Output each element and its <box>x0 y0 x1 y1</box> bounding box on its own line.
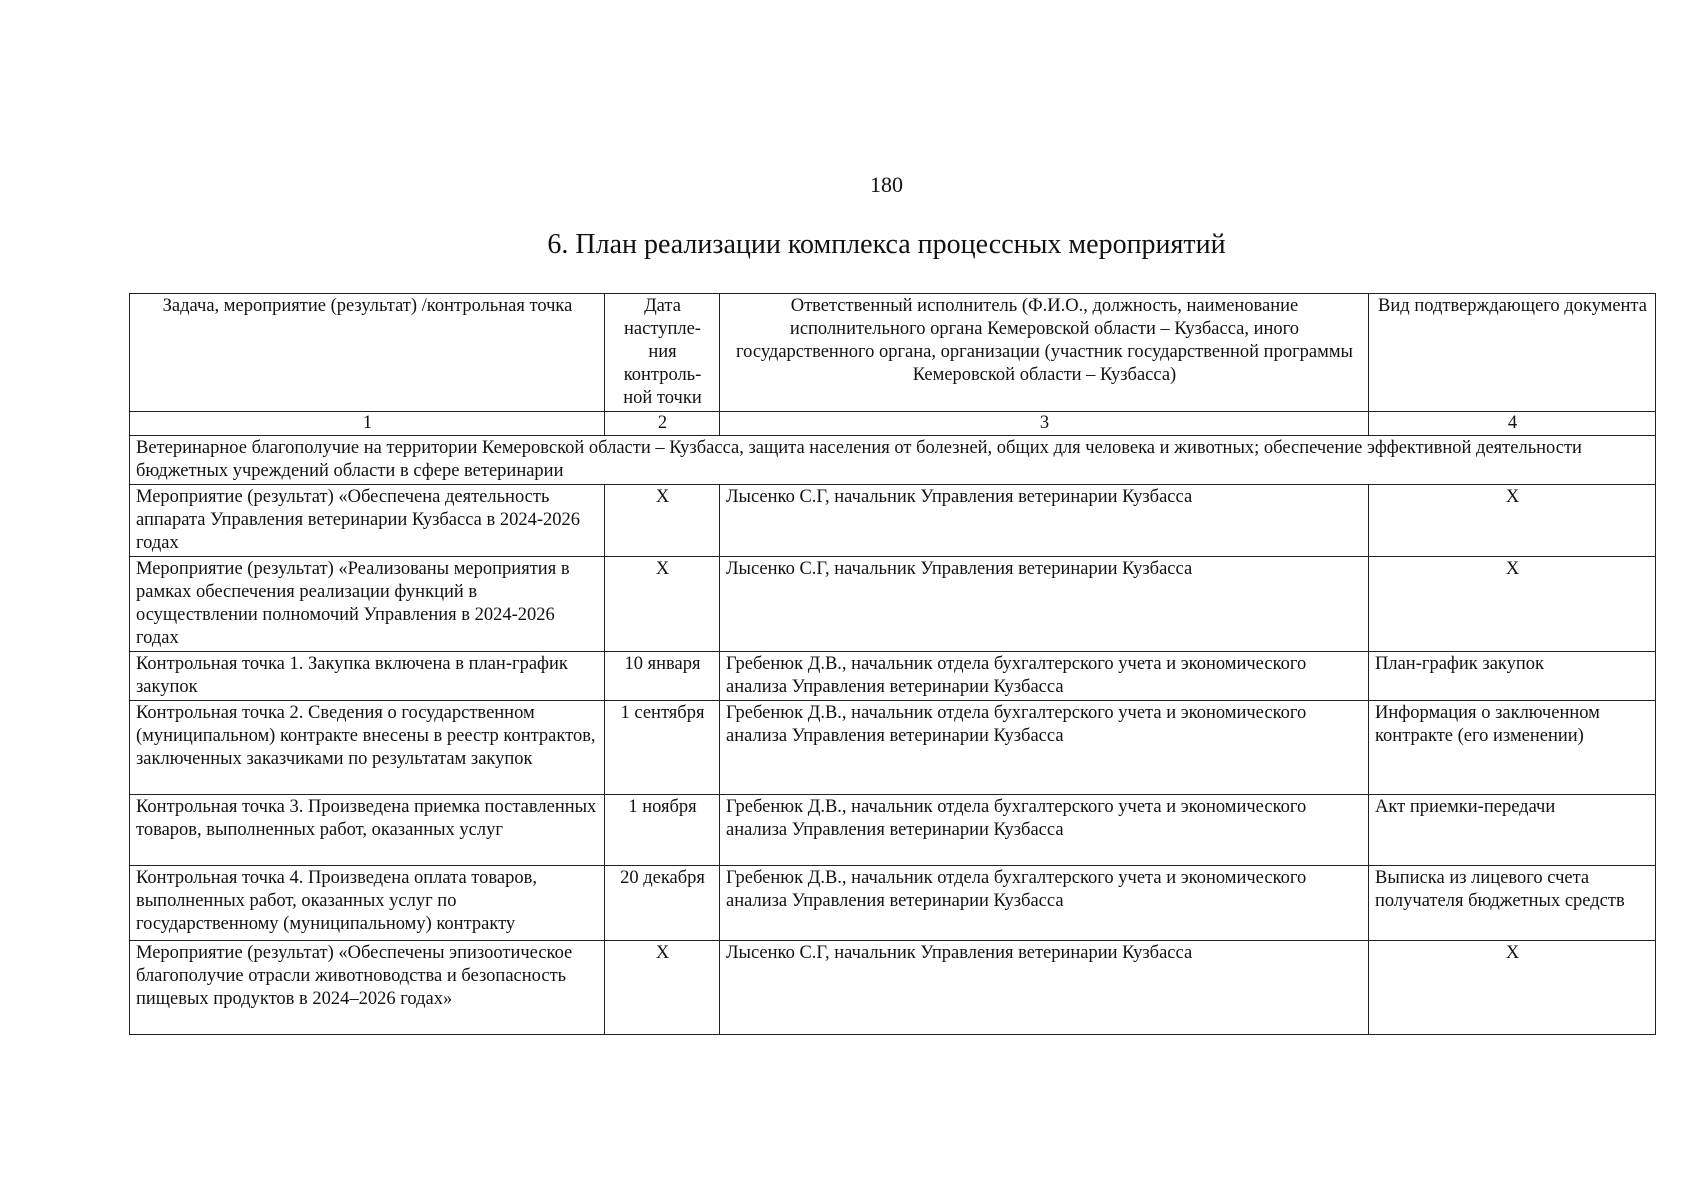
cell-task: Контрольная точка 4. Произведена оплата товаров, выполненных работ, оказанных услуг по государственному (муниципальному) контракту <box>130 866 605 941</box>
cell-document: План-график закупок <box>1369 652 1656 701</box>
header-responsible: Ответственный исполнитель (Ф.И.О., должность, наименование исполнительного органа Кемеровской области – Кузбасса, иного государственного органа, организации (участник государственной программы Кемеровской области – Кузбасса) <box>720 294 1369 412</box>
cell-date: 20 декабря <box>605 866 720 941</box>
page-title: 6. План реализации комплекса процессных мероприятий <box>547 229 1226 260</box>
cell-document: Х <box>1369 941 1656 1035</box>
cell-document: Х <box>1369 557 1656 652</box>
cell-date: Х <box>605 485 720 557</box>
table-row <box>130 866 1656 941</box>
table-row <box>130 485 1656 557</box>
page-number: 180 <box>870 172 903 197</box>
table-row <box>130 795 1656 866</box>
cell-date: 1 сентября <box>605 701 720 795</box>
cell-task: Контрольная точка 1. Закупка включена в план-график закупок <box>130 652 605 701</box>
cell-responsible: Лысенко С.Г, начальник Управления ветеринарии Кузбасса <box>720 485 1369 557</box>
section-title: Ветеринарное благополучие на территории Кемеровской области – Кузбасса, защита населения от болезней, общих для человека и животных; обеспечение эффективной деятельности бюджетных учреждений области в сфере ветеринарии <box>130 436 1656 485</box>
table-header-row <box>130 294 1656 412</box>
table-row <box>130 701 1656 795</box>
table-row <box>130 652 1656 701</box>
implementation-plan-table <box>129 293 1656 1035</box>
cell-document: Выписка из лицевого счета получателя бюджетных средств <box>1369 866 1656 941</box>
table-row <box>130 941 1656 1035</box>
cell-responsible: Гребенюк Д.В., начальник отдела бухгалтерского учета и экономического анализа Управления ветеринарии Кузбасса <box>720 795 1369 866</box>
column-number: 2 <box>605 412 720 436</box>
cell-date: 10 января <box>605 652 720 701</box>
cell-task: Мероприятие (результат) «Обеспечена деятельность аппарата Управления ветеринарии Кузбасса в 2024-2026 годах <box>130 485 605 557</box>
table-row <box>130 557 1656 652</box>
header-document: Вид подтверждающего документа <box>1369 294 1656 412</box>
column-number: 4 <box>1369 412 1656 436</box>
cell-date: Х <box>605 941 720 1035</box>
cell-responsible: Гребенюк Д.В., начальник отдела бухгалтерского учета и экономического анализа Управления ветеринарии Кузбасса <box>720 652 1369 701</box>
cell-task: Контрольная точка 2. Сведения о государственном (муниципальном) контракте внесены в реестр контрактов, заключенных заказчиками по результатам закупок <box>130 701 605 795</box>
header-date: Дата наступле-ния контроль-ной точки <box>605 294 720 412</box>
cell-responsible: Гребенюк Д.В., начальник отдела бухгалтерского учета и экономического анализа Управления ветеринарии Кузбасса <box>720 701 1369 795</box>
header-task: Задача, мероприятие (результат) /контрольная точка <box>130 294 605 412</box>
cell-responsible: Гребенюк Д.В., начальник отдела бухгалтерского учета и экономического анализа Управления ветеринарии Кузбасса <box>720 866 1369 941</box>
cell-document: Х <box>1369 485 1656 557</box>
cell-document: Акт приемки-передачи <box>1369 795 1656 866</box>
cell-date: Х <box>605 557 720 652</box>
cell-responsible: Лысенко С.Г, начальник Управления ветеринарии Кузбасса <box>720 941 1369 1035</box>
column-number: 3 <box>720 412 1369 436</box>
cell-task: Мероприятие (результат) «Реализованы мероприятия в рамках обеспечения реализации функций в осуществлении полномочий Управления в 2024-2026 годах <box>130 557 605 652</box>
cell-task: Контрольная точка 3. Произведена приемка поставленных товаров, выполненных работ, оказанных услуг <box>130 795 605 866</box>
section-row <box>130 436 1656 485</box>
cell-document: Информация о заключенном контракте (его изменении) <box>1369 701 1656 795</box>
column-number-row <box>130 412 1656 436</box>
cell-date: 1 ноября <box>605 795 720 866</box>
column-number: 1 <box>130 412 605 436</box>
cell-task: Мероприятие (результат) «Обеспечены эпизоотическое благополучие отрасли животноводства и безопасность пищевых продуктов в 2024–2026 годах» <box>130 941 605 1035</box>
cell-responsible: Лысенко С.Г, начальник Управления ветеринарии Кузбасса <box>720 557 1369 652</box>
